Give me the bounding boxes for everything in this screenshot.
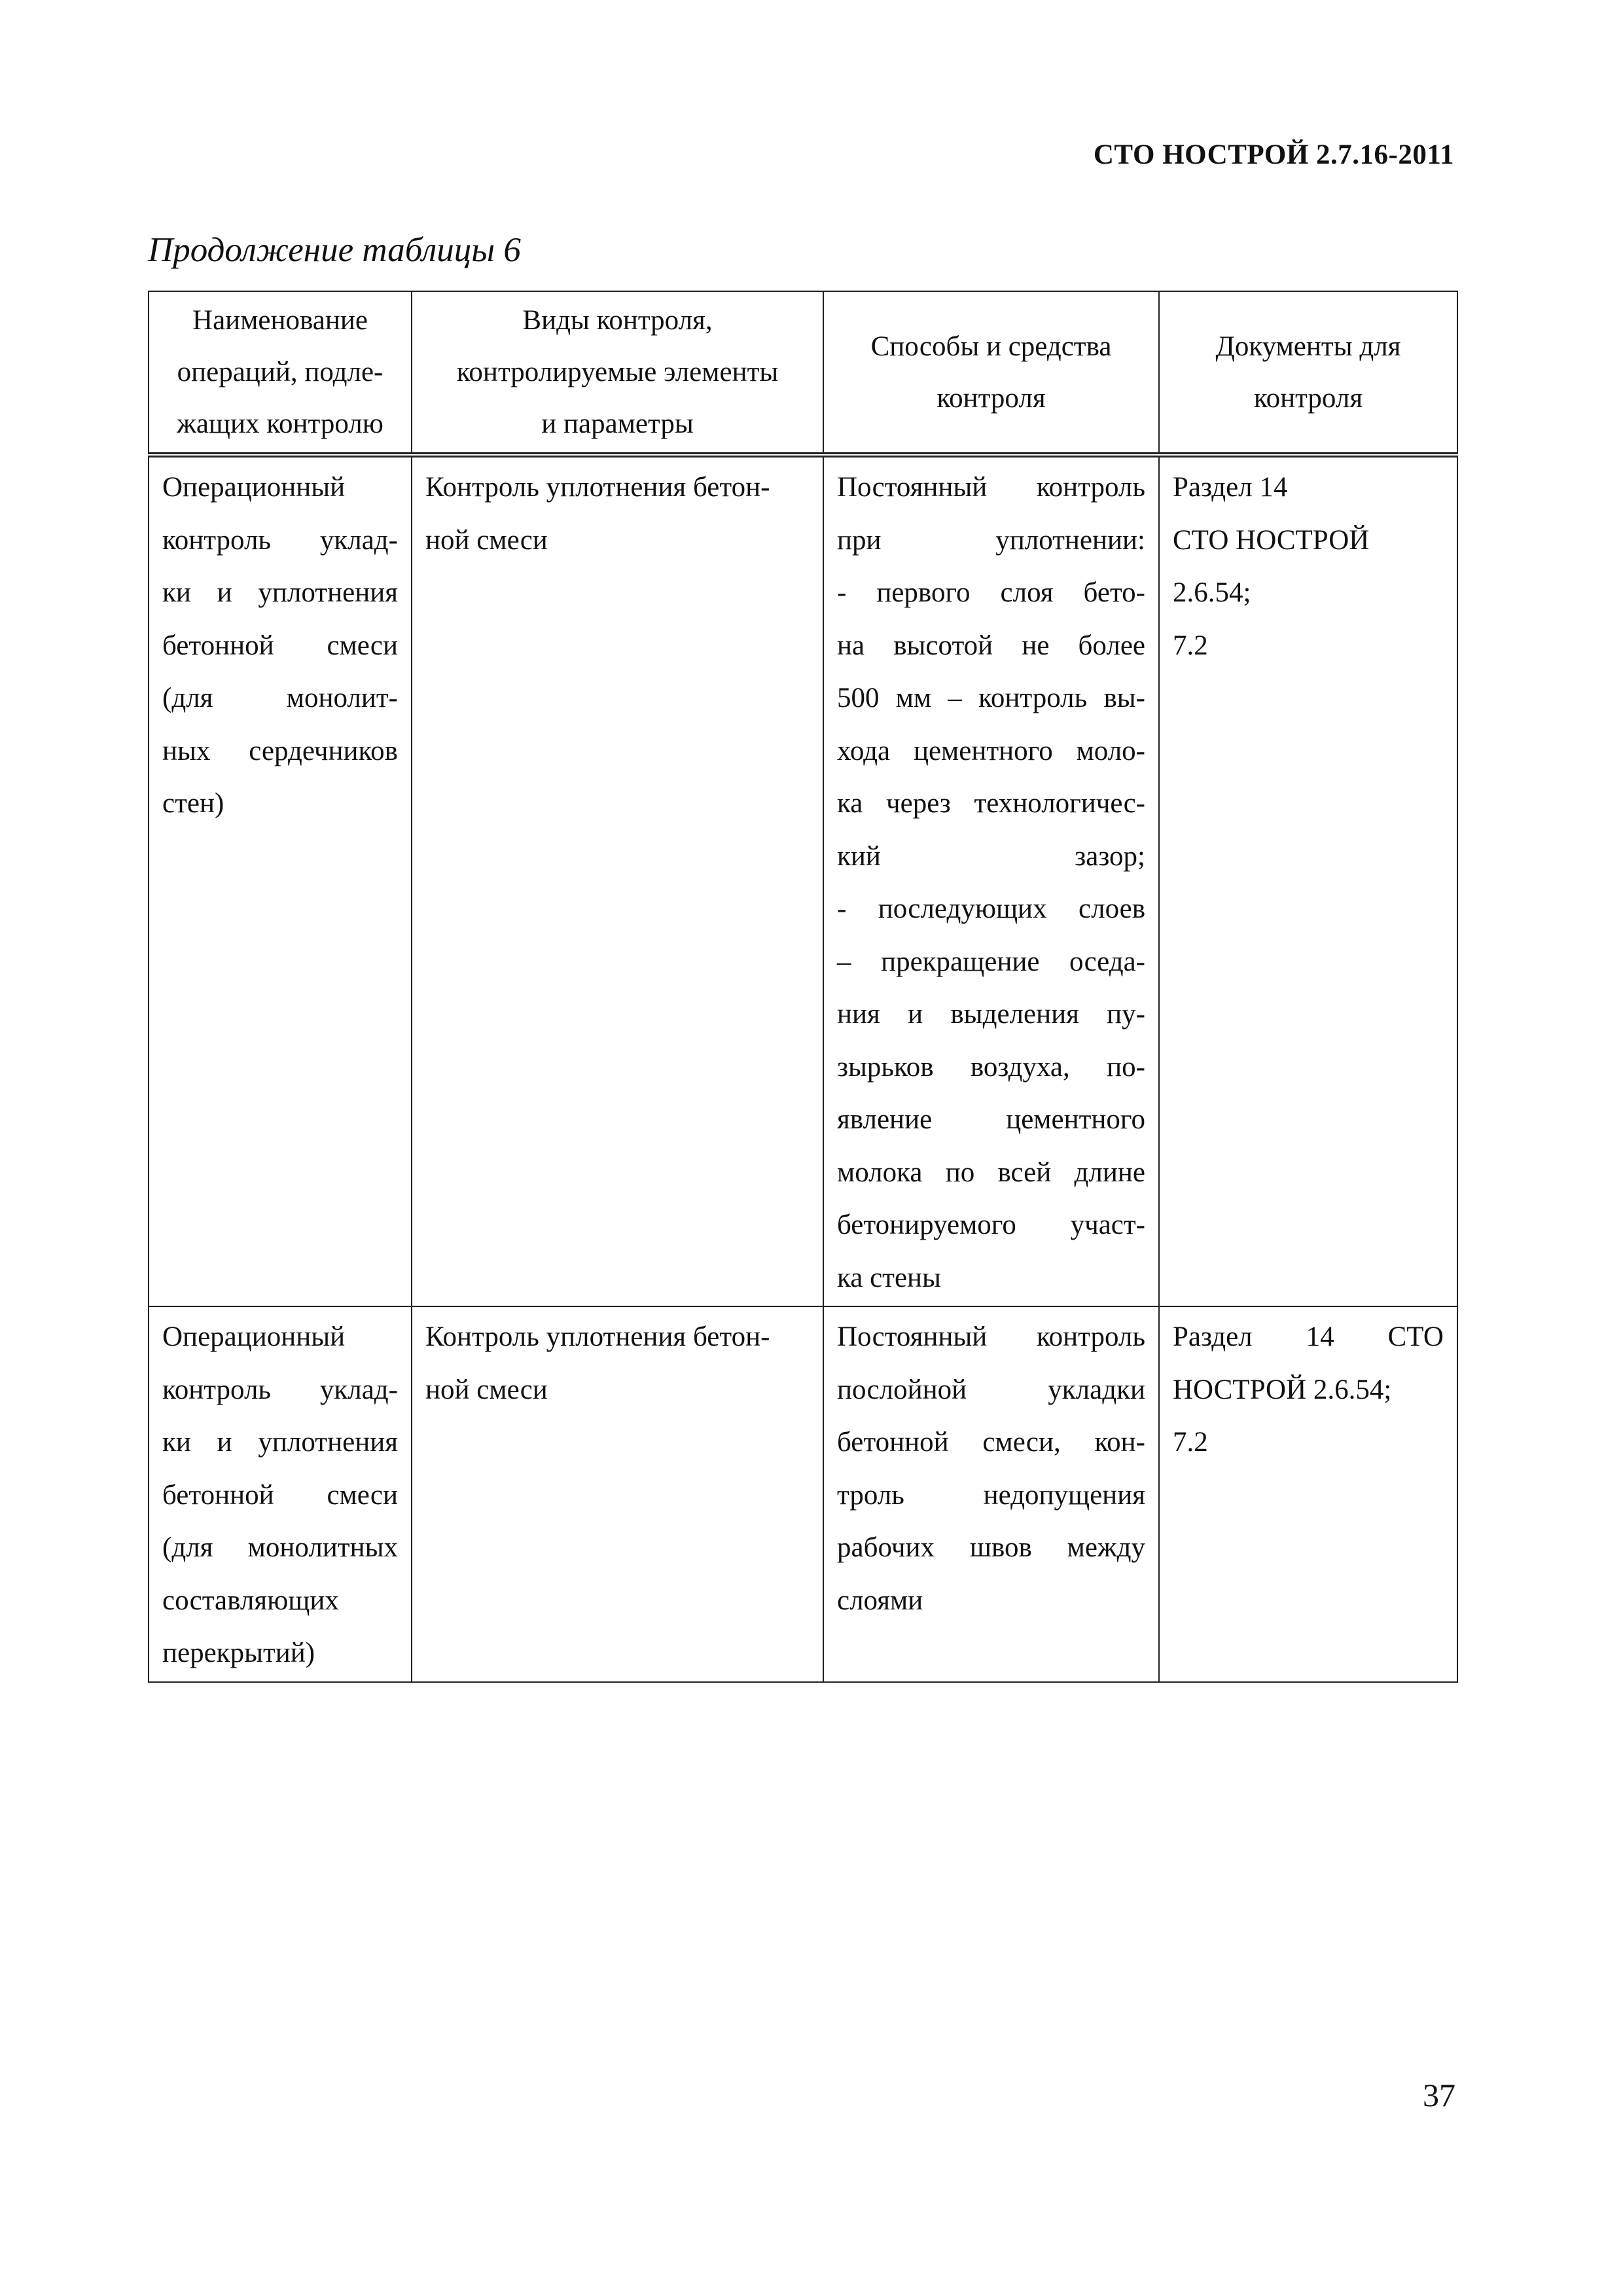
header-line: и параметры [541,408,694,439]
cell-line: Контроль уплотнения бетон- [425,1321,770,1352]
header-line: Виды контроля, [522,305,713,336]
cell-line: (для монолитных [162,1532,398,1563]
cell-line: ной смеси [425,524,548,556]
cell-line: 2.6.54; [1173,577,1251,608]
cell-method [823,1306,1159,1682]
cell-line: кий зазор; [837,840,1145,872]
cell-method [823,455,1159,1306]
cell-line: явление цементного [837,1104,1145,1135]
table-header [149,291,1457,455]
column-header-methods [823,291,1159,455]
cell-line: молока по всей длине [837,1157,1145,1188]
cell-line: (для монолит- [162,683,398,713]
cell-control-type [412,1306,823,1682]
header-line: Документы для [1215,331,1401,362]
cell-line: рабочих швов между [837,1532,1145,1563]
cell-line: Раздел 14 СТО [1173,1321,1444,1352]
cell-line: ки и уплотнения [162,577,398,608]
cell-line: 7.2 [1173,1427,1208,1458]
cell-line: ка через технологичес- [837,788,1145,819]
header-line: контролируемые элементы [456,357,779,387]
column-header-documents [1159,291,1457,455]
cell-line: ной смеси [425,1374,548,1405]
cell-line: бетонной смеси, кон- [837,1427,1145,1458]
header-line: контроля [1253,382,1363,414]
cell-line: Операционный [162,472,346,503]
header-line: операций, подле- [177,357,383,387]
header-line: контроля [936,382,1046,414]
cell-line: – прекращение оседа- [837,946,1145,977]
control-table [148,291,1458,1683]
cell-operation [149,455,412,1306]
cell-line: 500 мм – контроль вы- [837,683,1145,713]
cell-line: контроль уклад- [162,524,398,556]
cell-line: Постоянный контроль [837,472,1145,503]
cell-line: послойной укладки [837,1374,1145,1405]
cell-line: на высотой не более [837,630,1145,661]
cell-line: контроль уклад- [162,1374,398,1405]
cell-line: перекрытий) [162,1638,315,1668]
cell-line: СТО НОСТРОЙ [1173,524,1370,556]
cell-line: 7.2 [1173,630,1208,661]
column-header-control-types [412,291,823,455]
cell-line: ных сердечников [162,735,398,766]
cell-line: бетонируемого участ- [837,1210,1145,1240]
cell-line: бетонной смеси [162,630,398,661]
document-code: СТО НОСТРОЙ 2.7.16-2011 [1093,139,1454,170]
cell-line: слоями [837,1585,923,1616]
cell-documents [1159,1306,1457,1682]
cell-line: зырьков воздуха, по- [837,1051,1145,1083]
cell-line: - последующих слоев [837,893,1145,924]
header-line: Наименование [192,305,368,336]
cell-line: - первого слоя бето- [837,577,1145,608]
cell-line: Контроль уплотнения бетон- [425,472,770,503]
cell-line: НОСТРОЙ 2.6.54; [1173,1374,1392,1405]
table-caption: Продолжение таблицы 6 [148,231,521,269]
cell-line: хода цементного моло- [837,735,1145,766]
cell-control-type [412,455,823,1306]
cell-line: Постоянный контроль [837,1321,1145,1352]
header-line: Способы и средства [870,331,1112,362]
cell-line: бетонной смеси [162,1479,398,1511]
cell-line: ка стены [837,1262,941,1293]
cell-line: при уплотнении: [837,524,1145,556]
cell-operation [149,1306,412,1682]
cell-line: составляющих [162,1585,339,1616]
cell-line: Раздел 14 [1173,472,1288,503]
table-row [149,455,1457,1306]
cell-line: троль недопущения [837,1479,1145,1511]
cell-line: Операционный [162,1321,346,1352]
table-body [149,455,1457,1682]
header-line: жащих контролю [177,408,383,439]
page-number: 37 [1423,2077,1455,2113]
cell-documents [1159,455,1457,1306]
cell-line: стен) [162,788,224,819]
cell-line: ки и уплотнения [162,1427,398,1458]
cell-line: ния и выделения пу- [837,999,1145,1030]
column-header-operations [149,291,412,455]
table-row [149,1306,1457,1682]
